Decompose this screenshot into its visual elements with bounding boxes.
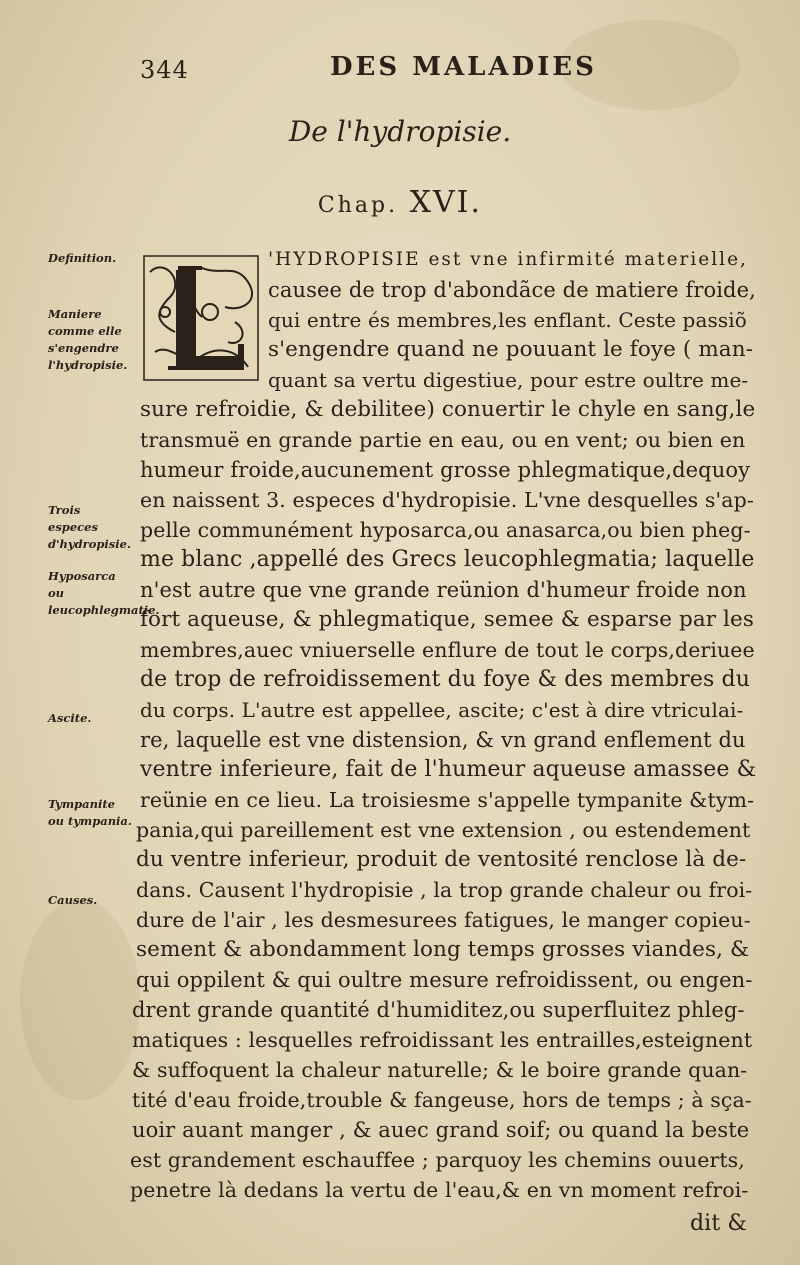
body-line: drent grande quantité d'humiditez,ou superfluitez phleg- [132,998,745,1022]
body-line: du corps. L'autre est appellee, ascite; c'est à dire vtriculai- [140,698,744,722]
body-line: dure de l'air , les desmesurees fatigues, le manger copieu- [136,908,751,932]
body-line: uoir auant manger , & auec grand soif; ou quand la beste [132,1118,750,1142]
catchword: dit & [690,1211,748,1236]
chapter-number: XVI. [409,185,483,220]
chapter-title [0,185,800,220]
section-title: De l'hydropisie. [288,115,512,148]
margin-note-maniere: Maniere comme elle s'engendre l'hydropisie. [48,307,128,372]
body-line: transmuë en grande partie en eau, ou en vent; ou bien en [140,428,746,452]
body-line: qui oppilent & qui oultre mesure refroidissent, ou engen- [136,968,753,992]
body-line: sure refroidie, & debilitee) conuertir le chyle en sang,le [140,397,756,422]
ornamental-letter-L-icon [140,252,262,384]
body-line: humeur froide,aucunement grosse phlegmatique,dequoy [140,458,751,482]
body-line: sement & abondamment long temps grosses viandes, & [136,937,750,962]
body-line: du ventre inferieur, produit de ventosité renclose là de- [136,847,747,872]
margin-note-hyposarca: Hyposarca ou leucophlegmatie. [48,569,160,617]
page-number: 344 [140,56,189,84]
page-header [140,50,620,94]
body-line: causee de trop d'abondãce de matiere froide, [268,278,756,302]
body-line: re, laquelle est vne distension, & vn grand enflement du [140,728,746,752]
margin-note-definition: Definition. [48,251,117,265]
body-line: est grandement eschauffee ; parquoy les chemins ouuerts, [130,1148,745,1172]
chapter-prefix: Chap. [317,193,399,218]
body-line: pania,qui pareillement est vne extension , ou estendement [136,818,751,842]
running-head: DES MALADIES [330,52,597,82]
body-line: & suffoquent la chaleur naturelle; & le boire grande quan- [132,1058,748,1082]
body-line: de trop de refroidissement du foye & des membres du [140,667,750,692]
body-line: ventre inferieure, fait de l'humeur aqueuse amassee & [140,757,757,782]
body-line: tité d'eau froide,trouble & fangeuse, hors de temps ; à sça- [132,1088,752,1112]
body-line: penetre là dedans la vertu de l'eau,& en vn moment refroi- [130,1178,749,1202]
body-line: pelle communément hyposarca,ou anasarca,ou bien pheg- [140,518,751,542]
margin-note-ascite: Ascite. [48,711,92,725]
body-line: en naissent 3. especes d'hydropisie. L'vne desquelles s'ap- [140,488,754,512]
body-line: membres,auec vniuerselle enflure de tout le corps,deriuee [140,638,755,662]
body-line: quant sa vertu digestiue, pour estre oultre me- [268,368,749,392]
margin-note-causes: Causes. [48,893,98,907]
body-line: fort aqueuse, & phlegmatique, semee & esparse par les [140,607,754,632]
body-line: n'est autre que vne grande reünion d'humeur froide non [140,578,747,602]
margin-note-trois-especes: Trois especes d'hydropisie. [48,503,131,551]
body-line: s'engendre quand ne pouuant le foye ( man- [268,337,754,362]
paper-stain [20,900,140,1100]
body-line: me blanc ,appellé des Grecs leucophlegmatia; laquelle [140,547,755,572]
body-line: matiques : lesquelles refroidissant les entrailles,esteignent [132,1028,753,1052]
body-line: dans. Causent l'hydropisie , la trop grande chaleur ou froi- [136,878,753,902]
body-line: reünie en ce lieu. La troisiesme s'appelle tympanite &tym- [140,788,755,812]
margin-note-tympanite: Tympanite ou tympania. [48,797,132,828]
body-line: qui entre és membres,les enflant. Ceste passiõ [268,308,747,332]
body-line: 'HYDROPISIE est vne infirmité materielle, [268,249,748,270]
